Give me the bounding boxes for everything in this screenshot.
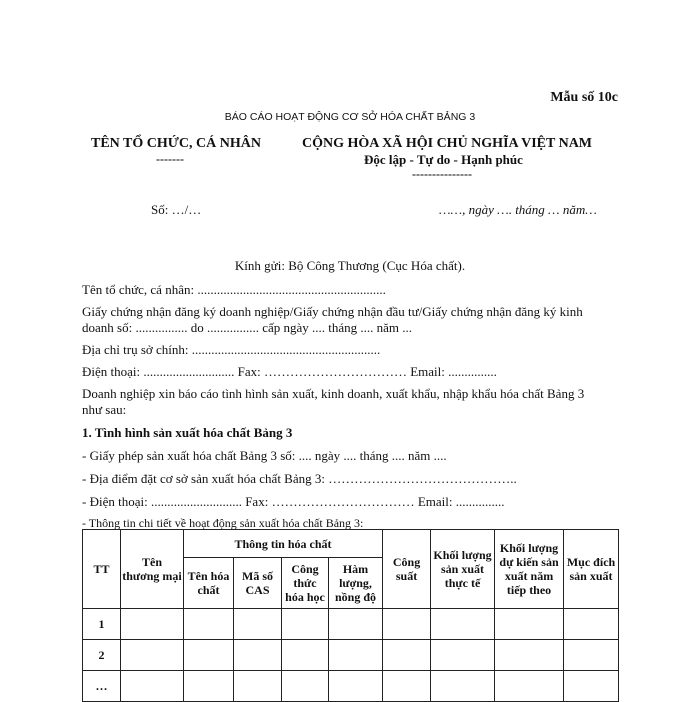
document-date: ……, ngày …. tháng … năm… bbox=[439, 202, 597, 217]
table-cell bbox=[329, 671, 383, 702]
license-field-line1: Giấy chứng nhận đăng ký doanh nghiệp/Giấy chứng nhận đầu tư/Giấy chứng nhận đăng ký kinh bbox=[82, 304, 583, 319]
form-code: Mẫu số 10c bbox=[550, 90, 618, 105]
section1-contact: - Điện thoại: ............................ Fax: …………………………… Email: ............... bbox=[82, 494, 505, 509]
row-number: 1 bbox=[83, 609, 121, 640]
table-cell bbox=[495, 609, 564, 640]
table-cell bbox=[431, 640, 495, 671]
table-row bbox=[83, 609, 619, 640]
table-cell bbox=[329, 640, 383, 671]
table-cell bbox=[495, 640, 564, 671]
org-name-field: Tên tổ chức, cá nhân: .......................................................... bbox=[82, 282, 386, 297]
motto-divider: --------------- bbox=[412, 167, 472, 181]
table-cell bbox=[431, 609, 495, 640]
header-planned-volume: Khối lượng dự kiến sản xuất năm tiếp theo bbox=[495, 530, 564, 609]
table-cell bbox=[329, 609, 383, 640]
production-table bbox=[82, 529, 619, 702]
table-cell bbox=[282, 609, 329, 640]
contact-field: Điện thoại: ............................ Fax: …………………………… Email: ............... bbox=[82, 364, 497, 379]
header-chemical-name: Tên hóa chất bbox=[184, 558, 234, 609]
table-cell bbox=[431, 671, 495, 702]
table-cell bbox=[234, 609, 282, 640]
hq-address-field: Địa chỉ trụ sở chính: .......................................................... bbox=[82, 342, 381, 357]
header-tt: TT bbox=[83, 530, 121, 609]
table-cell bbox=[383, 671, 431, 702]
table-cell bbox=[184, 671, 234, 702]
table-cell bbox=[383, 640, 431, 671]
table-cell bbox=[184, 640, 234, 671]
intro-line1: Doanh nghiệp xin báo cáo tình hình sản xuất, kinh doanh, xuất khẩu, nhập khẩu hóa chất Bảng 3 bbox=[82, 386, 585, 401]
license-field-line2: doanh số: ................ do ................ cấp ngày .... tháng .... năm ... bbox=[82, 320, 413, 335]
table-row bbox=[83, 640, 619, 671]
table-cell bbox=[121, 609, 184, 640]
table-cell bbox=[184, 609, 234, 640]
section1-location: - Địa điểm đặt cơ sở sản xuất hóa chất Bảng 3: …………………………………….. bbox=[82, 471, 517, 486]
org-name-heading: TÊN TỔ CHỨC, CÁ NHÂN bbox=[91, 136, 261, 151]
table-cell bbox=[282, 671, 329, 702]
national-motto: Độc lập - Tự do - Hạnh phúc bbox=[364, 152, 523, 167]
section1-detail-intro: - Thông tin chi tiết về hoạt động sản xuất hóa chất Bảng 3: bbox=[82, 516, 364, 530]
row-number: 2 bbox=[83, 640, 121, 671]
document-number: Số: …/… bbox=[151, 202, 202, 217]
header-cas: Mã số CAS bbox=[234, 558, 282, 609]
section1-permit: - Giấy phép sản xuất hóa chất Bảng 3 số: .... ngày .... tháng .... năm .... bbox=[82, 448, 447, 463]
table-row bbox=[83, 671, 619, 702]
table-cell bbox=[383, 609, 431, 640]
table-cell bbox=[495, 671, 564, 702]
header-content: Hàm lượng, nồng độ bbox=[329, 558, 383, 609]
header-chemical-info: Thông tin hóa chất bbox=[184, 530, 383, 558]
table-cell bbox=[121, 671, 184, 702]
section1-title: 1. Tình hình sản xuất hóa chất Bảng 3 bbox=[82, 425, 293, 440]
nation-heading: CỘNG HÒA XÃ HỘI CHỦ NGHĨA VIỆT NAM bbox=[302, 136, 593, 151]
header-purpose: Mục đích sản xuất bbox=[564, 530, 619, 609]
header-trade-name: Tên thương mại bbox=[121, 530, 184, 609]
table-cell bbox=[234, 671, 282, 702]
table-cell bbox=[234, 640, 282, 671]
table-cell bbox=[564, 609, 619, 640]
table-cell bbox=[564, 640, 619, 671]
table-cell bbox=[121, 640, 184, 671]
row-number: … bbox=[83, 671, 121, 702]
header-formula: Công thức hóa học bbox=[282, 558, 329, 609]
intro-line2: như sau: bbox=[82, 402, 127, 417]
table-cell bbox=[282, 640, 329, 671]
report-title: BÁO CÁO HOẠT ĐỘNG CƠ SỞ HÓA CHẤT BẢNG 3 bbox=[224, 111, 476, 123]
header-actual-volume: Khối lượng sản xuất thực tế bbox=[431, 530, 495, 609]
org-divider: ------- bbox=[156, 152, 184, 166]
header-capacity: Công suất bbox=[383, 530, 431, 609]
table-cell bbox=[564, 671, 619, 702]
addressee: Kính gửi: Bộ Công Thương (Cục Hóa chất). bbox=[234, 258, 466, 273]
